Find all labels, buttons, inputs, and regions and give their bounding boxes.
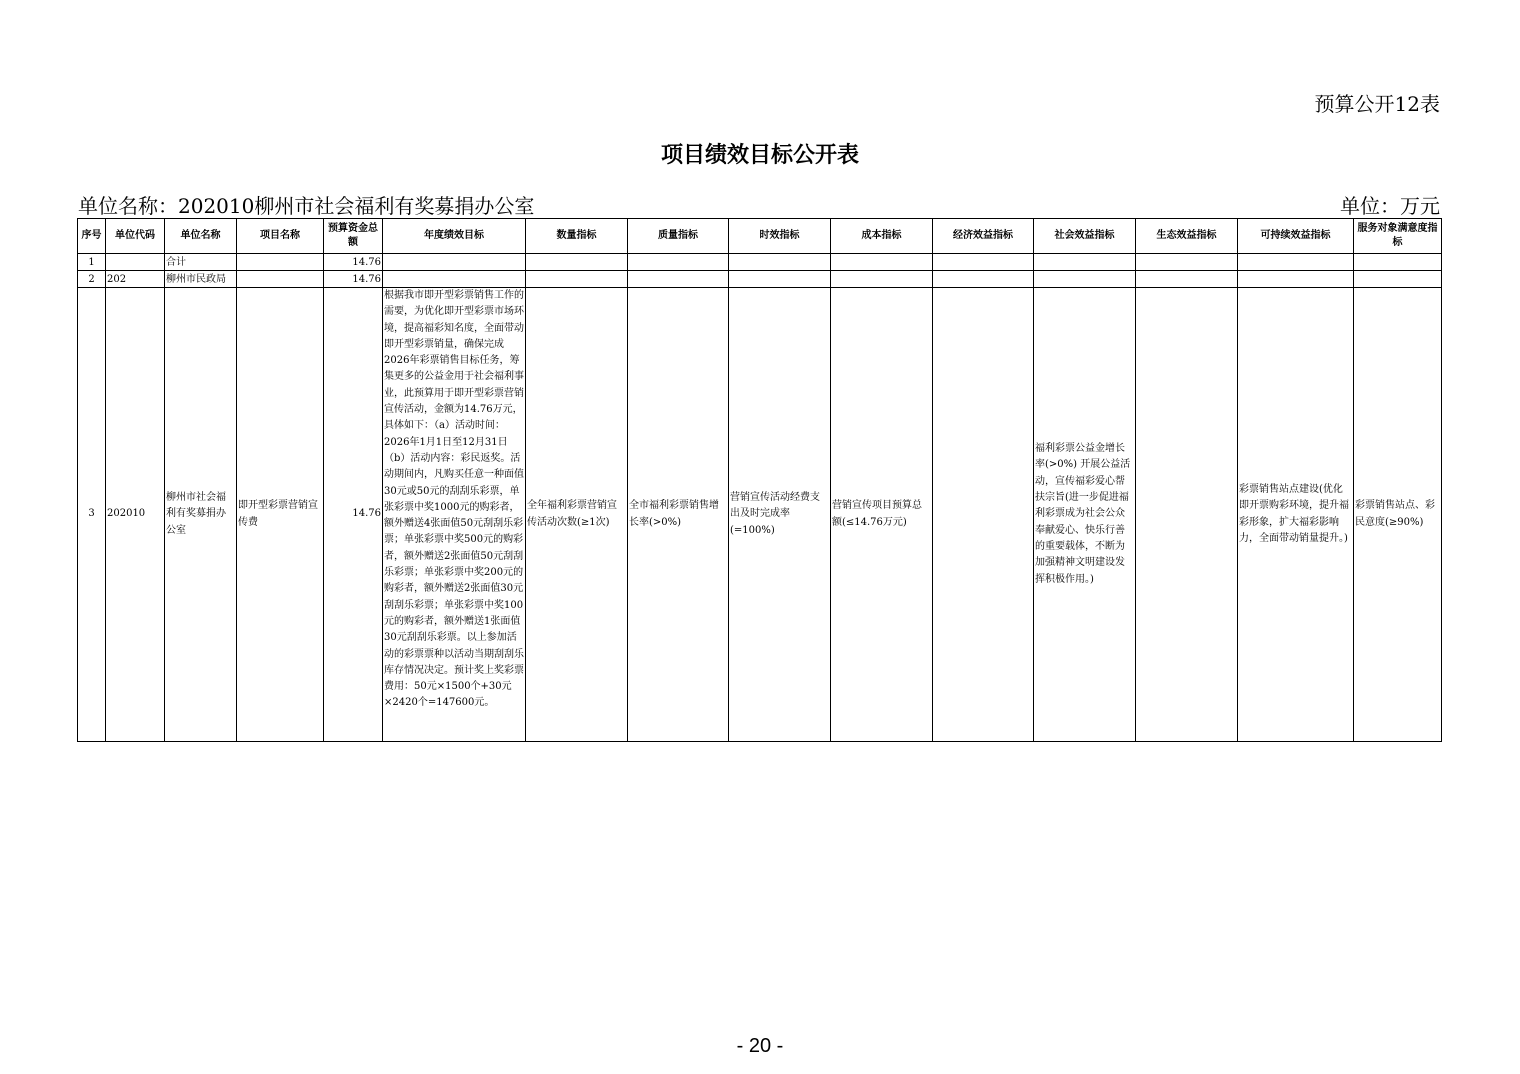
header-sustainable: 可持续效益指标 bbox=[1238, 219, 1354, 254]
header-budget: 预算资金总额 bbox=[324, 219, 383, 254]
header-economic: 经济效益指标 bbox=[933, 219, 1034, 254]
cell-name: 柳州市社会福利有奖募捐办公室 bbox=[165, 288, 237, 742]
header-code: 单位代码 bbox=[106, 219, 165, 254]
cell-quality: 全市福利彩票销售增长率(>0%) bbox=[628, 288, 729, 742]
header-timeliness: 时效指标 bbox=[729, 219, 831, 254]
header-seq: 序号 bbox=[78, 219, 106, 254]
cell-seq: 3 bbox=[78, 288, 106, 742]
cell-sustainable bbox=[1238, 271, 1354, 288]
unit-info-row bbox=[78, 190, 1440, 216]
unit-label: 单位：万元 bbox=[1340, 194, 1440, 218]
cell-seq: 1 bbox=[78, 254, 106, 271]
header-ecological: 生态效益指标 bbox=[1136, 219, 1238, 254]
cell-sustainable: 彩票销售站点建设(优化即开票购彩环境，提升福彩形象，扩大福彩影响力，全面带动销量提升。) bbox=[1238, 288, 1354, 742]
cell-target: 根据我市即开型彩票销售工作的需要，为优化即开型彩票市场环境，提高福彩知名度，全面带动即开型彩票销量，确保完成2026年彩票销售目标任务，筹集更多的公益金用于社会福利事业，此预算用于即开型彩票营销宣传活动，金额为14.76万元，具体如下：（a）活动时间：2026年1月1日至12月31日 （b）活动内容：彩民返奖。活动期间内，凡购买任意一种面值30元或50元的刮刮乐彩票，单张彩票中奖1000元的购彩者，额外赠送4张面值50元刮刮乐彩票；单张彩票中奖500元的购彩者，额外赠送2张面值50元刮刮乐彩票；单张彩票中奖200元的购彩者，额外赠送2张面值30元刮刮乐彩票；单张彩票中奖100元的购彩者，额外赠送1张面值30元刮刮乐彩票。以上参加活动的彩票票种以活动当期刮刮乐库存情况决定。预计奖上奖彩票费用：50元×1500个+30元×2420个=147600元。 bbox=[383, 288, 526, 742]
cell-quality bbox=[628, 254, 729, 271]
cell-sustainable bbox=[1238, 254, 1354, 271]
header-quality: 质量指标 bbox=[628, 219, 729, 254]
cell-quantity: 全年福利彩票营销宣传活动次数(≥1次) bbox=[526, 288, 628, 742]
unit-name: 单位名称：202010柳州市社会福利有奖募捐办公室 bbox=[78, 194, 535, 218]
cell-budget: 14.76 bbox=[324, 288, 383, 742]
header-cost: 成本指标 bbox=[831, 219, 933, 254]
cell-target bbox=[383, 254, 526, 271]
cell-budget: 14.76 bbox=[324, 254, 383, 271]
page-title: 项目绩效目标公开表 bbox=[660, 143, 859, 168]
cell-social: 福利彩票公益金增长率(>0%) 开展公益活动，宣传福彩爱心帮扶宗旨(进一步促进福利彩票成为社会公众奉献爱心、快乐行善的重要载体，不断为加强精神文明建设发挥积极作用。) bbox=[1034, 288, 1136, 742]
cell-economic bbox=[933, 254, 1034, 271]
cell-code bbox=[106, 254, 165, 271]
table-row bbox=[78, 254, 1442, 271]
cell-timeliness: 营销宣传活动经费支出及时完成率(=100%) bbox=[729, 288, 831, 742]
cell-project bbox=[237, 271, 324, 288]
table-header-row bbox=[78, 219, 1442, 254]
header-quantity: 数量指标 bbox=[526, 219, 628, 254]
cell-cost bbox=[831, 271, 933, 288]
cell-economic bbox=[933, 288, 1034, 742]
cell-economic bbox=[933, 271, 1034, 288]
cell-budget: 14.76 bbox=[324, 271, 383, 288]
header-social: 社会效益指标 bbox=[1034, 219, 1136, 254]
cell-satisfaction bbox=[1354, 271, 1442, 288]
cell-ecological bbox=[1136, 271, 1238, 288]
cell-cost: 营销宣传项目预算总额(≤14.76万元) bbox=[831, 288, 933, 742]
performance-table bbox=[77, 218, 1442, 742]
cell-quantity bbox=[526, 254, 628, 271]
cell-timeliness bbox=[729, 254, 831, 271]
header-project: 项目名称 bbox=[237, 219, 324, 254]
cell-seq: 2 bbox=[78, 271, 106, 288]
cell-satisfaction: 彩票销售站点、彩民意度(≥90%) bbox=[1354, 288, 1442, 742]
cell-project: 即开型彩票营销宣传费 bbox=[237, 288, 324, 742]
cell-ecological bbox=[1136, 254, 1238, 271]
cell-satisfaction bbox=[1354, 254, 1442, 271]
cell-name: 柳州市民政局 bbox=[165, 271, 237, 288]
table-row bbox=[78, 288, 1442, 742]
page-number: - 20 - bbox=[736, 1035, 784, 1057]
cell-social bbox=[1034, 254, 1136, 271]
header-name: 单位名称 bbox=[165, 219, 237, 254]
cell-timeliness bbox=[729, 271, 831, 288]
table-row bbox=[78, 271, 1442, 288]
cell-ecological bbox=[1136, 288, 1238, 742]
cell-code: 202010 bbox=[106, 288, 165, 742]
cell-code: 202 bbox=[106, 271, 165, 288]
header-target: 年度绩效目标 bbox=[383, 219, 526, 254]
cell-project bbox=[237, 254, 324, 271]
cell-social bbox=[1034, 271, 1136, 288]
header-satisfaction: 服务对象满意度指标 bbox=[1354, 219, 1442, 254]
cell-quantity bbox=[526, 271, 628, 288]
cell-cost bbox=[831, 254, 933, 271]
cell-target bbox=[383, 271, 526, 288]
form-number: 预算公开12表 bbox=[1314, 92, 1440, 116]
cell-quality bbox=[628, 271, 729, 288]
cell-name: 合计 bbox=[165, 254, 237, 271]
